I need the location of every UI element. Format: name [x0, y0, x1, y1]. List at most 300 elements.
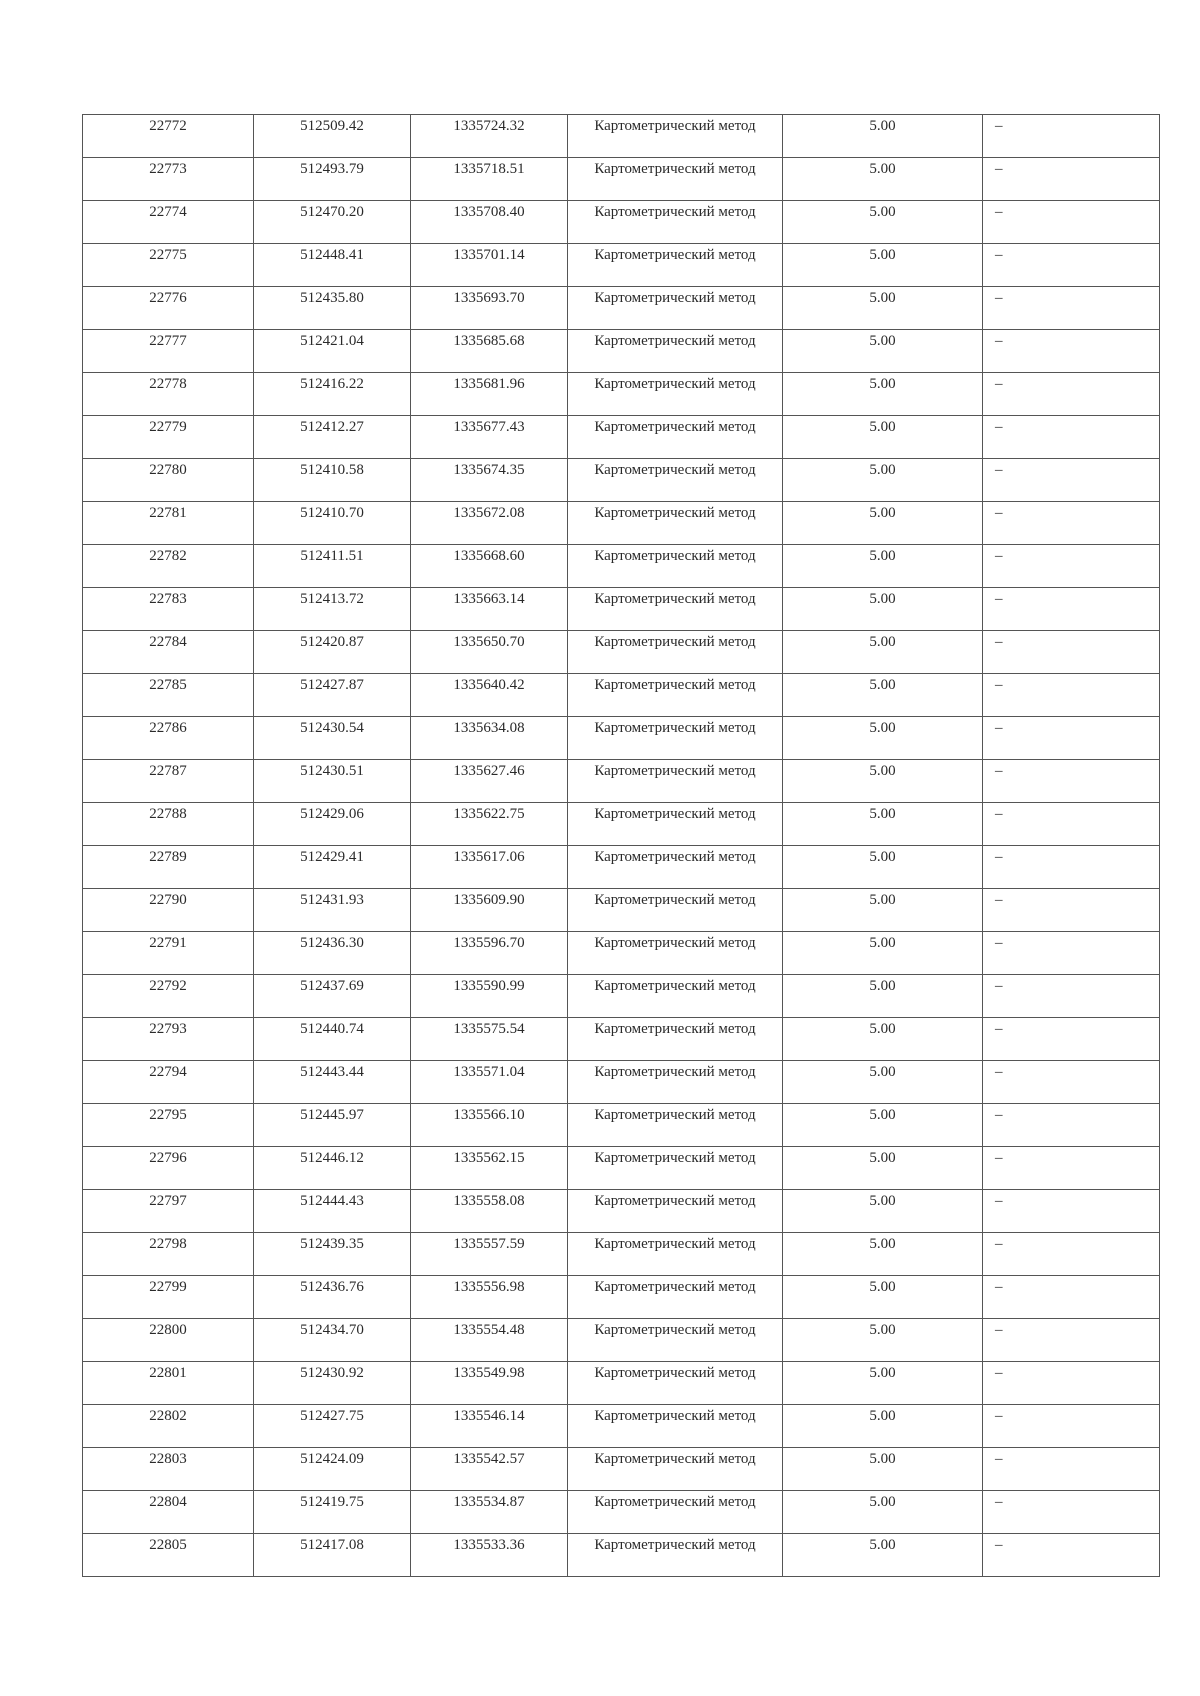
y-coordinate-cell	[411, 1362, 568, 1405]
y-coordinate-cell	[411, 373, 568, 416]
point-number-cell	[83, 1534, 254, 1577]
y-coordinate-cell	[411, 631, 568, 674]
x-coordinate-value: 512429.41	[300, 849, 364, 865]
note-value: –	[995, 161, 1003, 177]
accuracy-cell	[783, 201, 983, 244]
note-value: –	[995, 376, 1003, 392]
y-coordinate-value: 1335724.32	[453, 118, 525, 134]
x-coordinate-cell	[254, 1061, 411, 1104]
point-number-value: 22788	[149, 806, 187, 822]
accuracy-value: 5.00	[869, 935, 896, 951]
y-coordinate-cell	[411, 1233, 568, 1276]
y-coordinate-cell	[411, 674, 568, 717]
note-cell	[983, 889, 1160, 932]
note-cell	[983, 158, 1160, 201]
x-coordinate-value: 512446.12	[300, 1150, 364, 1166]
accuracy-cell	[783, 588, 983, 631]
table-row	[83, 1147, 1160, 1190]
point-number-cell	[83, 932, 254, 975]
accuracy-value: 5.00	[869, 505, 896, 521]
point-number-cell	[83, 760, 254, 803]
y-coordinate-cell	[411, 1448, 568, 1491]
y-coordinate-cell	[411, 502, 568, 545]
table-row	[83, 1018, 1160, 1061]
note-value: –	[995, 935, 1003, 951]
point-number-cell	[83, 1491, 254, 1534]
point-number-value: 22805	[149, 1537, 187, 1553]
y-coordinate-value: 1335708.40	[453, 204, 525, 220]
y-coordinate-value: 1335571.04	[453, 1064, 525, 1080]
table-row	[83, 631, 1160, 674]
method-cell	[568, 846, 783, 889]
method-value: Картометрический метод	[594, 548, 756, 564]
y-coordinate-cell	[411, 1190, 568, 1233]
note-value: –	[995, 978, 1003, 994]
accuracy-cell	[783, 502, 983, 545]
point-number-cell	[83, 588, 254, 631]
x-coordinate-value: 512434.70	[300, 1322, 364, 1338]
method-cell	[568, 932, 783, 975]
x-coordinate-value: 512412.27	[300, 419, 364, 435]
accuracy-value: 5.00	[869, 462, 896, 478]
table-row	[83, 1362, 1160, 1405]
accuracy-cell	[783, 1448, 983, 1491]
accuracy-value: 5.00	[869, 1365, 896, 1381]
method-value: Картометрический метод	[594, 1451, 756, 1467]
x-coordinate-value: 512427.87	[300, 677, 364, 693]
accuracy-value: 5.00	[869, 892, 896, 908]
table-row	[83, 1061, 1160, 1104]
y-coordinate-value: 1335718.51	[453, 161, 525, 177]
point-number-cell	[83, 1190, 254, 1233]
accuracy-cell	[783, 803, 983, 846]
x-coordinate-value: 512436.76	[300, 1279, 364, 1295]
point-number-value: 22787	[149, 763, 187, 779]
point-number-value: 22800	[149, 1322, 187, 1338]
x-coordinate-cell	[254, 330, 411, 373]
x-coordinate-cell	[254, 416, 411, 459]
accuracy-value: 5.00	[869, 1451, 896, 1467]
x-coordinate-value: 512493.79	[300, 161, 364, 177]
y-coordinate-value: 1335533.36	[453, 1537, 525, 1553]
x-coordinate-cell	[254, 1405, 411, 1448]
note-value: –	[995, 1365, 1003, 1381]
point-number-cell	[83, 158, 254, 201]
y-coordinate-value: 1335693.70	[453, 290, 525, 306]
point-number-value: 22794	[149, 1064, 187, 1080]
point-number-value: 22802	[149, 1408, 187, 1424]
note-value: –	[995, 1494, 1003, 1510]
method-value: Картометрический метод	[594, 892, 756, 908]
x-coordinate-cell	[254, 975, 411, 1018]
y-coordinate-value: 1335566.10	[453, 1107, 525, 1123]
method-value: Картометрический метод	[594, 204, 756, 220]
note-cell	[983, 287, 1160, 330]
note-cell	[983, 1319, 1160, 1362]
x-coordinate-cell	[254, 115, 411, 158]
y-coordinate-value: 1335634.08	[453, 720, 525, 736]
method-cell	[568, 201, 783, 244]
method-value: Картометрический метод	[594, 1537, 756, 1553]
method-cell	[568, 1147, 783, 1190]
y-coordinate-value: 1335650.70	[453, 634, 525, 650]
point-number-value: 22772	[149, 118, 187, 134]
y-coordinate-value: 1335542.57	[453, 1451, 525, 1467]
y-coordinate-value: 1335672.08	[453, 505, 525, 521]
accuracy-value: 5.00	[869, 548, 896, 564]
x-coordinate-value: 512410.70	[300, 505, 364, 521]
x-coordinate-value: 512411.51	[300, 548, 364, 564]
method-value: Картометрический метод	[594, 118, 756, 134]
y-coordinate-cell	[411, 803, 568, 846]
note-value: –	[995, 591, 1003, 607]
x-coordinate-value: 512437.69	[300, 978, 364, 994]
method-value: Картометрический метод	[594, 462, 756, 478]
x-coordinate-value: 512421.04	[300, 333, 364, 349]
accuracy-value: 5.00	[869, 333, 896, 349]
table-row	[83, 1405, 1160, 1448]
method-cell	[568, 760, 783, 803]
accuracy-cell	[783, 1233, 983, 1276]
point-number-cell	[83, 1448, 254, 1491]
note-cell	[983, 975, 1160, 1018]
method-value: Картометрический метод	[594, 1107, 756, 1123]
accuracy-value: 5.00	[869, 1537, 896, 1553]
note-cell	[983, 717, 1160, 760]
table-row	[83, 502, 1160, 545]
note-cell	[983, 330, 1160, 373]
accuracy-value: 5.00	[869, 1021, 896, 1037]
note-value: –	[995, 1236, 1003, 1252]
accuracy-cell	[783, 459, 983, 502]
method-cell	[568, 244, 783, 287]
method-cell	[568, 588, 783, 631]
note-cell	[983, 1448, 1160, 1491]
point-number-value: 22803	[149, 1451, 187, 1467]
method-cell	[568, 502, 783, 545]
point-number-value: 22804	[149, 1494, 187, 1510]
method-value: Картометрический метод	[594, 290, 756, 306]
y-coordinate-value: 1335685.68	[453, 333, 525, 349]
accuracy-value: 5.00	[869, 1150, 896, 1166]
note-cell	[983, 1147, 1160, 1190]
note-cell	[983, 502, 1160, 545]
note-value: –	[995, 1193, 1003, 1209]
x-coordinate-cell	[254, 717, 411, 760]
y-coordinate-value: 1335557.59	[453, 1236, 525, 1252]
x-coordinate-value: 512439.35	[300, 1236, 364, 1252]
note-cell	[983, 846, 1160, 889]
note-value: –	[995, 548, 1003, 564]
note-cell	[983, 631, 1160, 674]
point-number-value: 22801	[149, 1365, 187, 1381]
note-cell	[983, 545, 1160, 588]
note-value: –	[995, 1064, 1003, 1080]
point-number-value: 22785	[149, 677, 187, 693]
table-row	[83, 803, 1160, 846]
note-value: –	[995, 505, 1003, 521]
note-value: –	[995, 118, 1003, 134]
method-cell	[568, 889, 783, 932]
method-cell	[568, 459, 783, 502]
accuracy-cell	[783, 1018, 983, 1061]
table-row	[83, 1276, 1160, 1319]
y-coordinate-value: 1335663.14	[453, 591, 525, 607]
x-coordinate-cell	[254, 502, 411, 545]
point-number-cell	[83, 287, 254, 330]
x-coordinate-cell	[254, 803, 411, 846]
table-row	[83, 1319, 1160, 1362]
note-cell	[983, 1362, 1160, 1405]
accuracy-cell	[783, 1491, 983, 1534]
accuracy-value: 5.00	[869, 161, 896, 177]
y-coordinate-value: 1335590.99	[453, 978, 525, 994]
point-number-cell	[83, 1233, 254, 1276]
accuracy-value: 5.00	[869, 1107, 896, 1123]
method-value: Картометрический метод	[594, 333, 756, 349]
y-coordinate-cell	[411, 1319, 568, 1362]
y-coordinate-value: 1335674.35	[453, 462, 525, 478]
x-coordinate-cell	[254, 1534, 411, 1577]
accuracy-value: 5.00	[869, 204, 896, 220]
accuracy-cell	[783, 1362, 983, 1405]
x-coordinate-cell	[254, 932, 411, 975]
method-value: Картометрический метод	[594, 1193, 756, 1209]
x-coordinate-cell	[254, 1233, 411, 1276]
y-coordinate-cell	[411, 1405, 568, 1448]
accuracy-cell	[783, 1534, 983, 1577]
table-row	[83, 1104, 1160, 1147]
accuracy-cell	[783, 287, 983, 330]
accuracy-value: 5.00	[869, 1193, 896, 1209]
accuracy-value: 5.00	[869, 978, 896, 994]
note-value: –	[995, 1537, 1003, 1553]
method-cell	[568, 1190, 783, 1233]
method-value: Картометрический метод	[594, 1322, 756, 1338]
note-cell	[983, 1405, 1160, 1448]
note-value: –	[995, 204, 1003, 220]
point-number-cell	[83, 889, 254, 932]
point-number-cell	[83, 1405, 254, 1448]
accuracy-cell	[783, 760, 983, 803]
x-coordinate-value: 512509.42	[300, 118, 364, 134]
note-cell	[983, 674, 1160, 717]
method-value: Картометрический метод	[594, 376, 756, 392]
note-value: –	[995, 1150, 1003, 1166]
point-number-value: 22783	[149, 591, 187, 607]
y-coordinate-value: 1335701.14	[453, 247, 525, 263]
point-number-value: 22779	[149, 419, 187, 435]
note-cell	[983, 803, 1160, 846]
method-cell	[568, 330, 783, 373]
note-cell	[983, 201, 1160, 244]
x-coordinate-cell	[254, 588, 411, 631]
table-row	[83, 846, 1160, 889]
point-number-cell	[83, 330, 254, 373]
y-coordinate-cell	[411, 416, 568, 459]
point-number-cell	[83, 1362, 254, 1405]
method-cell	[568, 674, 783, 717]
x-coordinate-value: 512429.06	[300, 806, 364, 822]
accuracy-cell	[783, 674, 983, 717]
point-number-cell	[83, 975, 254, 1018]
y-coordinate-cell	[411, 1147, 568, 1190]
table-row	[83, 889, 1160, 932]
x-coordinate-value: 512420.87	[300, 634, 364, 650]
y-coordinate-value: 1335681.96	[453, 376, 525, 392]
y-coordinate-cell	[411, 846, 568, 889]
x-coordinate-value: 512416.22	[300, 376, 364, 392]
y-coordinate-cell	[411, 459, 568, 502]
note-value: –	[995, 1279, 1003, 1295]
accuracy-cell	[783, 330, 983, 373]
y-coordinate-cell	[411, 158, 568, 201]
note-value: –	[995, 290, 1003, 306]
method-value: Картометрический метод	[594, 1365, 756, 1381]
table-row	[83, 459, 1160, 502]
point-number-value: 22789	[149, 849, 187, 865]
accuracy-cell	[783, 158, 983, 201]
note-cell	[983, 244, 1160, 287]
method-cell	[568, 1534, 783, 1577]
y-coordinate-cell	[411, 760, 568, 803]
note-cell	[983, 373, 1160, 416]
y-coordinate-value: 1335609.90	[453, 892, 525, 908]
accuracy-cell	[783, 1147, 983, 1190]
point-number-value: 22776	[149, 290, 187, 306]
x-coordinate-value: 512440.74	[300, 1021, 364, 1037]
accuracy-cell	[783, 416, 983, 459]
point-number-value: 22798	[149, 1236, 187, 1252]
note-cell	[983, 416, 1160, 459]
accuracy-value: 5.00	[869, 849, 896, 865]
note-value: –	[995, 806, 1003, 822]
method-cell	[568, 1362, 783, 1405]
accuracy-cell	[783, 975, 983, 1018]
point-number-value: 22781	[149, 505, 187, 521]
method-cell	[568, 1276, 783, 1319]
table-row	[83, 158, 1160, 201]
y-coordinate-cell	[411, 115, 568, 158]
y-coordinate-cell	[411, 201, 568, 244]
y-coordinate-cell	[411, 975, 568, 1018]
point-number-cell	[83, 1319, 254, 1362]
point-number-cell	[83, 373, 254, 416]
y-coordinate-value: 1335596.70	[453, 935, 525, 951]
method-value: Картометрический метод	[594, 505, 756, 521]
accuracy-cell	[783, 1319, 983, 1362]
method-value: Картометрический метод	[594, 591, 756, 607]
coordinates-table-body	[83, 115, 1160, 1577]
table-row	[83, 674, 1160, 717]
accuracy-value: 5.00	[869, 720, 896, 736]
accuracy-cell	[783, 1405, 983, 1448]
accuracy-value: 5.00	[869, 806, 896, 822]
method-value: Картометрический метод	[594, 247, 756, 263]
point-number-cell	[83, 502, 254, 545]
y-coordinate-value: 1335677.43	[453, 419, 525, 435]
point-number-cell	[83, 1018, 254, 1061]
accuracy-value: 5.00	[869, 677, 896, 693]
table-row	[83, 1190, 1160, 1233]
accuracy-value: 5.00	[869, 1064, 896, 1080]
table-row	[83, 373, 1160, 416]
x-coordinate-cell	[254, 1276, 411, 1319]
y-coordinate-value: 1335562.15	[453, 1150, 525, 1166]
point-number-cell	[83, 244, 254, 287]
y-coordinate-cell	[411, 545, 568, 588]
y-coordinate-cell	[411, 1104, 568, 1147]
method-value: Картометрический метод	[594, 1408, 756, 1424]
y-coordinate-value: 1335622.75	[453, 806, 525, 822]
point-number-value: 22791	[149, 935, 187, 951]
point-number-cell	[83, 1104, 254, 1147]
y-coordinate-value: 1335617.06	[453, 849, 525, 865]
accuracy-cell	[783, 1061, 983, 1104]
accuracy-cell	[783, 115, 983, 158]
point-number-value: 22799	[149, 1279, 187, 1295]
x-coordinate-value: 512430.92	[300, 1365, 364, 1381]
method-value: Картометрический метод	[594, 763, 756, 779]
accuracy-cell	[783, 889, 983, 932]
point-number-value: 22777	[149, 333, 187, 349]
method-cell	[568, 1018, 783, 1061]
accuracy-value: 5.00	[869, 419, 896, 435]
accuracy-cell	[783, 932, 983, 975]
x-coordinate-value: 512443.44	[300, 1064, 364, 1080]
note-cell	[983, 1190, 1160, 1233]
note-cell	[983, 459, 1160, 502]
x-coordinate-cell	[254, 287, 411, 330]
method-value: Картометрический метод	[594, 1279, 756, 1295]
note-cell	[983, 115, 1160, 158]
x-coordinate-cell	[254, 158, 411, 201]
method-value: Картометрический метод	[594, 978, 756, 994]
note-value: –	[995, 677, 1003, 693]
y-coordinate-cell	[411, 889, 568, 932]
y-coordinate-cell	[411, 1018, 568, 1061]
note-cell	[983, 1534, 1160, 1577]
x-coordinate-value: 512424.09	[300, 1451, 364, 1467]
x-coordinate-cell	[254, 1018, 411, 1061]
note-value: –	[995, 1451, 1003, 1467]
note-value: –	[995, 247, 1003, 263]
method-cell	[568, 1405, 783, 1448]
method-cell	[568, 1491, 783, 1534]
table-row	[83, 545, 1160, 588]
y-coordinate-cell	[411, 1276, 568, 1319]
table-row	[83, 244, 1160, 287]
x-coordinate-cell	[254, 459, 411, 502]
point-number-cell	[83, 674, 254, 717]
point-number-cell	[83, 803, 254, 846]
note-value: –	[995, 634, 1003, 650]
x-coordinate-cell	[254, 889, 411, 932]
point-number-value: 22773	[149, 161, 187, 177]
table-row	[83, 1491, 1160, 1534]
accuracy-value: 5.00	[869, 376, 896, 392]
note-cell	[983, 588, 1160, 631]
x-coordinate-cell	[254, 1104, 411, 1147]
x-coordinate-value: 512417.08	[300, 1537, 364, 1553]
x-coordinate-value: 512413.72	[300, 591, 364, 607]
table-row	[83, 287, 1160, 330]
point-number-cell	[83, 1061, 254, 1104]
accuracy-value: 5.00	[869, 763, 896, 779]
x-coordinate-cell	[254, 846, 411, 889]
x-coordinate-cell	[254, 674, 411, 717]
y-coordinate-cell	[411, 588, 568, 631]
